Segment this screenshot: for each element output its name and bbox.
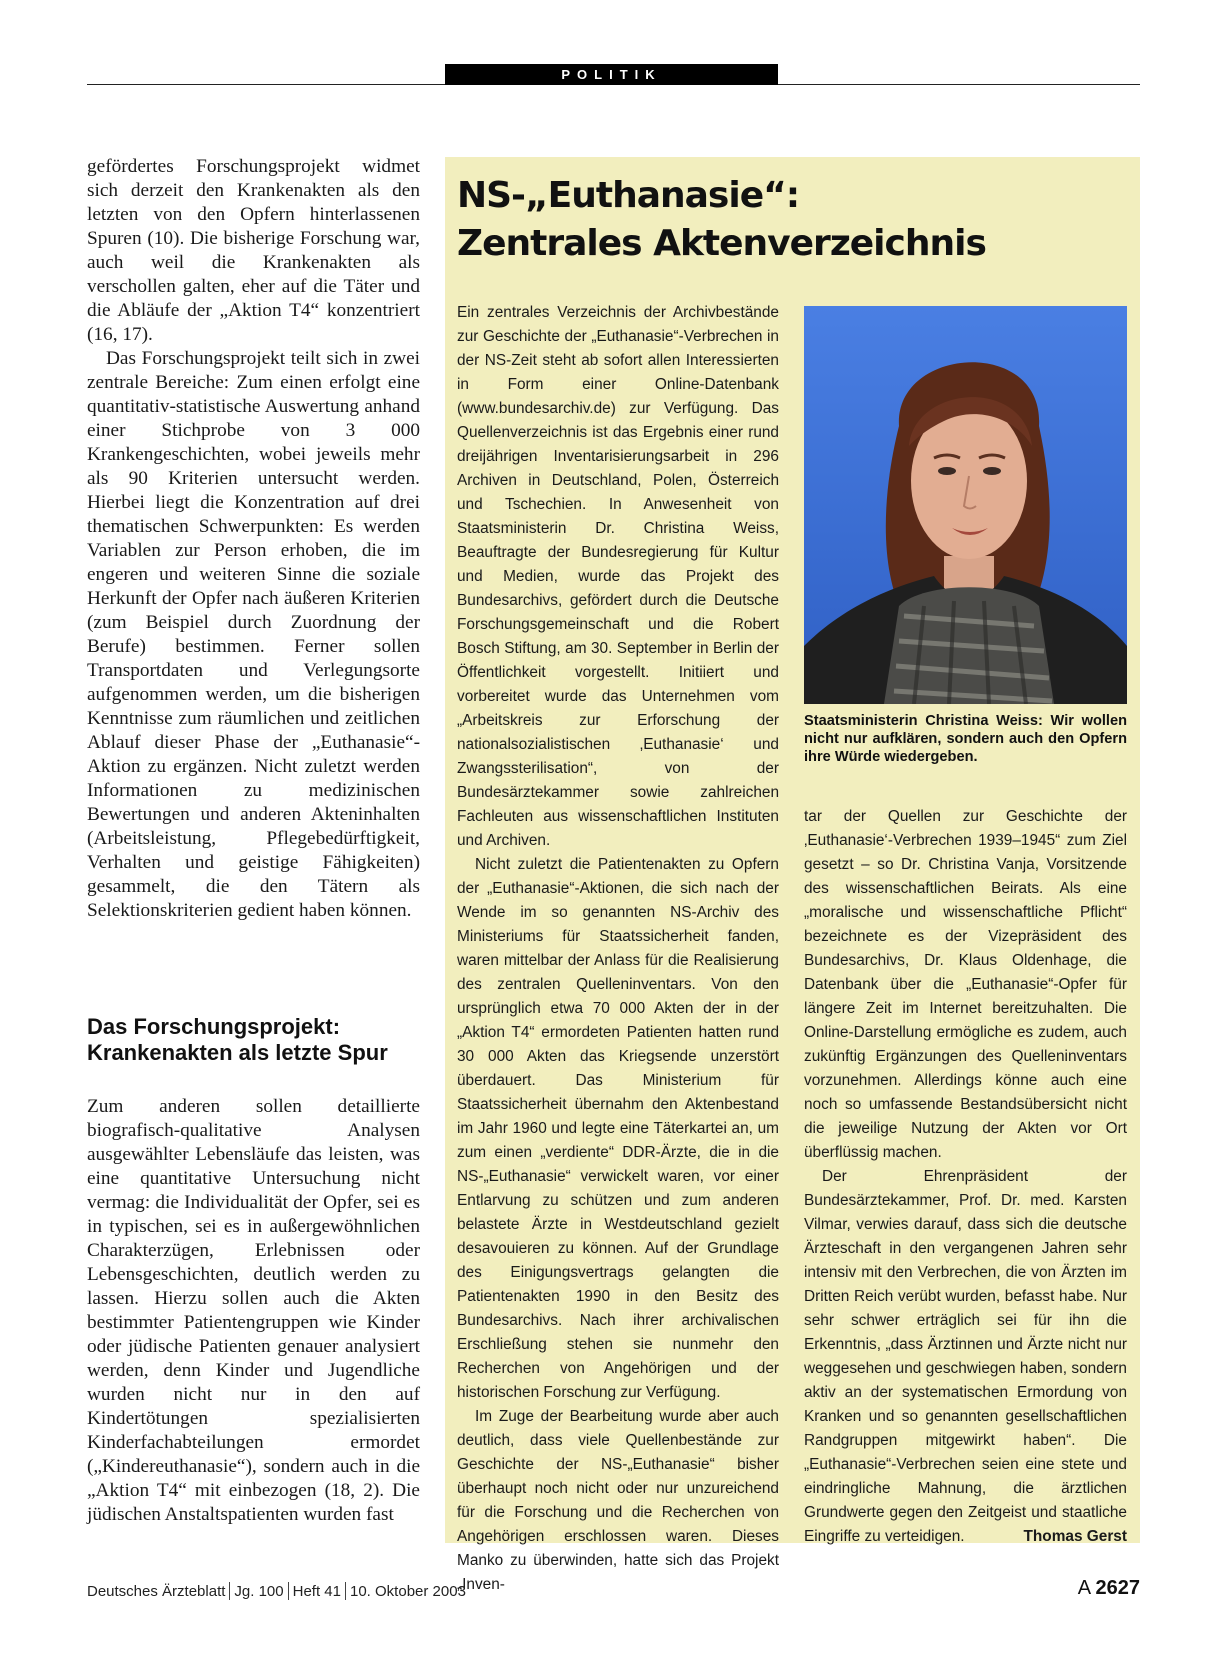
portrait-photo	[804, 306, 1127, 704]
page-prefix: A	[1077, 1577, 1090, 1599]
issue: Heft 41	[292, 1583, 341, 1600]
box-paragraph: Nicht zuletzt die Patientenakten zu Opfern der „Euthanasie“-Aktionen, die sich nach der Wende im so genannten NS-Archiv des Ministeriums für Staatssicherheit fanden, waren mittelbar der Anlass für die Realisierung des zentralen Quelleninventars. Von den ursprünglich etwa 70 000 Akten der in der „Aktion T4“ ermordeten Patienten hatten rund 30 000 Akten das Kriegsende unzerstört überdauert. Das Ministerium für Staatssicherheit übernahm den Aktenbestand im Jahr 1960 und legte eine Täterkartei an, um zum einen „verdiente“ DDR-Ärzte, die in die NS-„Euthanasie“ verwickelt waren, vor einer Entlarvung zu schützen und zum anderen belastete Ärzte in Westdeutschland gezielt desavouieren zu können. Auf der Grundlage des Einigungsvertrags gelangten die Patientenakten 1990 in den Besitz des Bundesarchivs. Nach ihrer archivalischen Erschließung stehen sie nunmehr den Recherchen von Angehörigen und der historischen Forschung zur Verfügung.	[457, 856, 779, 1401]
body-paragraph: Das Forschungsprojekt teilt sich in zwei zentrale Bereiche: Zum einen erfolgt eine quantitativ-statistische Auswertung anhand einer Stichprobe von 3 000 Krankengeschichten, wobei jeweils mehr als 90 Kriterien untersucht werden. Hierbei liegt die Konzentration auf drei thematischen Schwerpunkten: Es werden Variablen zur Person erhoben, die im engeren und weiteren Sinne die soziale Herkunft der Opfer nach äußeren Kriterien (zum Beispiel durch Zuordnung der Berufe) bestimmen. Ferner sollen Transportdaten und Verlegungsorte aufgenommen werden, um die bisherigen Kenntnisse zum räumlichen und zeitlichen Ablauf dieser Phase der „Euthanasie“-Aktion zu ergänzen. Nicht zuletzt werden Informationen zu medizinischen Bewertungen und anderen Akteninhalten (Arbeitsleistung, Pflegebedürftigkeit, Verhalten und geistige Fähigkeiten) gesammelt, die den Tätern als Selektionskriterien gedient haben können.	[87, 348, 420, 921]
box-paragraph-text: Der Ehrenpräsident der Bundesärztekammer, Prof. Dr. med. Karsten Vilmar, verwies darauf, dass sich die deutsche Ärzteschaft in den vergangenen Jahren sehr intensiv mit den Verbrechen, die von Ärzten im Dritten Reich verübt wurden, befasst habe. Nur sehr schwer erträglich sei für ihn die Erkenntnis, „dass Ärztinnen und Ärzte nicht nur weggesehen und geschwiegen haben, sondern aktiv an der systematischen Ermordung von Kranken und so genannten gesellschaftlichen Randgruppen mitgewirkt haben“. Die „Euthanasie“-Verbrechen seien eine stete und eindringliche Mahnung, die ärztlichen Grundwerte gegen den Zeitgeist und staatliche Eingriffe zu verteidigen.	[804, 1168, 1127, 1545]
issue-date: 10. Oktober 2003	[350, 1583, 466, 1600]
section-label: POLITIK	[445, 64, 778, 85]
box-paragraph-last	[804, 1165, 1127, 1549]
box-column-left	[457, 301, 779, 1597]
box-column-right	[804, 805, 1127, 1549]
page-number	[1078, 1577, 1140, 1600]
left-column-bottom	[87, 1095, 420, 1527]
volume: Jg. 100	[234, 1583, 284, 1600]
body-paragraph: Zum anderen sollen detaillierte biografisch-qualitative Analysen ausgewählter Lebensläufe das leisten, was eine quantitative Untersuchung nicht vermag: die Individualität der Opfer, sei es in typischen, sei es in außergewöhnlichen Charakterzügen, Erlebnissen oder Lebensgeschichten, deutlich werden zu lassen. Hierzu sollen auch die Akten bestimmter Patientengruppen wie Kinder oder jüdische Patienten genauer analysiert werden, denn Kinder und Jugendliche wurden nicht nur in den auf Kindertötungen spezialisierten Kinderfachabteilungen ermordet („Kindereuthanasie“), sondern auch in die „Aktion T4“ mit einbezogen (18, 2). Die jüdischen Anstaltspatienten wurden fast	[87, 1096, 420, 1525]
journal-name: Deutsches Ärzteblatt	[87, 1583, 226, 1600]
box-paragraph: tar der Quellen zur Geschichte der ‚Euthanasie‘-Verbrechen 1939–1945“ zum Ziel gesetzt – so Dr. Christina Vanja, Vorsitzende des wissenschaftlichen Beirats. Als eine „moralische und wissenschaftliche Pflicht“ bezeichnete es der Vizepräsident des Bundesarchivs, Dr. Klaus Oldenhage, die Datenbank über die „Euthanasie“-Opfer für längere Zeit im Internet bereitzuhalten. Die Online-Darstellung ermögliche es zudem, auch zukünftig Ergänzungen des Quelleninventars vorzunehmen. Allerdings könne auch eine noch so umfassende Bestandsübersicht nicht die jeweilige Nutzung der Akten vor Ort überflüssig machen.	[804, 808, 1127, 1161]
footer-separator	[229, 1582, 230, 1600]
subheading: Das Forschungsprojekt: Krankenakten als letzte Spur	[87, 1014, 388, 1065]
footer-separator	[345, 1582, 346, 1600]
portrait-illustration	[804, 306, 1127, 704]
photo-caption: Staatsministerin Christina Weiss: Wir wollen nicht nur aufklären, sondern auch den Opfern ihre Würde wiedergeben.	[804, 713, 1127, 765]
footer-separator	[288, 1582, 289, 1600]
box-paragraph: Im Zuge der Bearbeitung wurde aber auch deutlich, dass viele Quellenbestände zur Geschichte der NS-„Euthanasie“ bisher überhaupt noch nicht oder nur unzureichend für die Forschung und die Recherchen von Angehörigen erschlossen waren. Dieses Manko zu überwinden, hatte sich das Projekt „Inven-	[457, 1408, 779, 1593]
body-paragraph: gefördertes Forschungsprojekt widmet sich derzeit den Krankenakten als den letzten von den Opfern hinterlassenen Spuren (10). Die bisherige Forschung war, auch weil die Krankenakten als verschollen galten, eher auf die Täter und die Abläufe der „Aktion T4“ konzentriert (16, 17).	[87, 156, 420, 345]
box-title	[457, 172, 1127, 268]
box-title-line: NS-„Euthanasie“:	[457, 175, 800, 216]
box-paragraph: Ein zentrales Verzeichnis der Archivbestände zur Geschichte der „Euthanasie“-Verbrechen in der NS-Zeit steht ab sofort allen Interessierten in Form einer Online-Datenbank (www.bundesarchiv.de) zur Verfügung. Das Quellenverzeichnis ist das Ergebnis einer rund dreijährigen Inventarisierungsarbeit in 296 Archiven in Deutschland, Polen, Österreich und Tschechien. In Anwesenheit von Staatsministerin Dr. Christina Weiss, Beauftragte der Bundesregierung für Kultur und Medien, wurde das Projekt des Bundesarchivs, gefördert durch die Deutsche Forschungsgemeinschaft und die Robert Bosch Stiftung, am 30. September in Berlin der Öffentlichkeit vorgestellt. Initiiert und vorbereitet wurde das Unternehmen vom „Arbeitskreis zur Erforschung der nationalsozialistischen ‚Euthanasie‘ und Zwangssterilisation“, von der Bundesärztekammer sowie zahlreichen Fachleuten aus wissenschaftlichen Instituten und Archiven.	[457, 304, 779, 849]
author-name: Thomas Gerst	[1023, 1528, 1127, 1545]
page-number-value: 2627	[1095, 1577, 1140, 1599]
left-column-top	[87, 155, 420, 923]
box-title-line: Zentrales Aktenverzeichnis	[457, 223, 986, 264]
footer	[87, 1582, 466, 1600]
